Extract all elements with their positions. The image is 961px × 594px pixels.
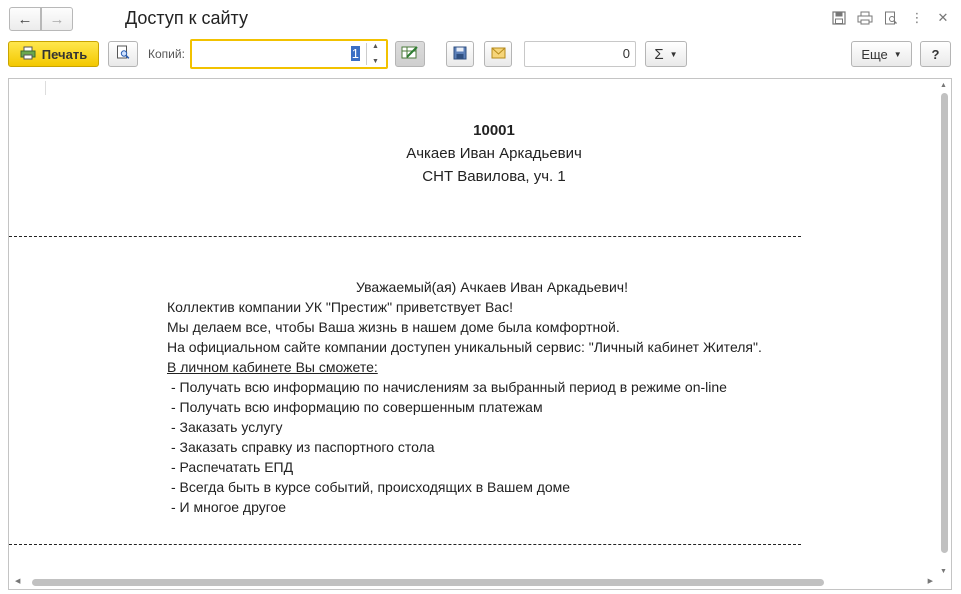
list-item: - Заказать услугу [171, 419, 283, 435]
owner-name: Ачкаев Иван Аркадьевич [406, 145, 582, 162]
more-button[interactable] [851, 41, 912, 67]
floppy-disk-icon[interactable] [829, 8, 849, 28]
cut-line [9, 236, 801, 237]
floppy-disk-icon [453, 46, 467, 63]
chevron-down-icon[interactable]: ▼ [372, 58, 379, 65]
arrow-left-icon: ← [17, 10, 33, 28]
toolbar [0, 38, 961, 72]
window-title: Доступ к сайту [125, 8, 248, 28]
copies-label: Копий: [148, 47, 185, 61]
close-icon[interactable]: ✕ [937, 10, 949, 25]
list-item: - Получать всю информацию по начислениям за выбранный период в режиме on-line [171, 379, 727, 395]
print-button-label: Печать [41, 46, 88, 62]
chevron-up-icon[interactable]: ▲ [940, 82, 947, 89]
list-title: В личном кабинете Вы сможете: [167, 359, 378, 375]
vertical-dots-icon[interactable]: ⋮ [910, 10, 924, 25]
list-item: - Всегда быть в курсе событий, происходящих в Вашем доме [171, 479, 571, 495]
horizontal-scroll-thumb[interactable] [32, 579, 824, 586]
letter-greeting: Уважаемый(ая) Ачкаев Иван Аркадьевич! [356, 279, 628, 295]
chevron-up-icon[interactable]: ▲ [372, 43, 379, 50]
printer-icon [20, 46, 36, 63]
list-item: - Получать всю информацию по совершенным платежам [171, 399, 543, 415]
scrollbar-corner [937, 575, 951, 589]
magnifier-page-icon[interactable] [881, 8, 901, 28]
window-controls [829, 8, 953, 28]
cut-line [9, 544, 801, 545]
horizontal-scrollbar[interactable] [9, 575, 939, 589]
back-button[interactable] [9, 7, 41, 31]
send-mail-button[interactable] [484, 41, 512, 67]
vertical-scrollbar[interactable] [937, 79, 951, 577]
chevron-down-icon: ▼ [893, 49, 902, 59]
list-item: - Распечатать ЕПД [171, 459, 294, 475]
document-header [9, 119, 952, 188]
more-button-label: Еще [861, 46, 888, 62]
preview-button[interactable] [108, 41, 138, 67]
envelope-icon [491, 47, 506, 62]
list-item: - И многое другое [171, 499, 287, 515]
print-button[interactable] [8, 41, 99, 67]
account-code: 10001 [473, 122, 515, 139]
chevron-right-icon[interactable]: ▶ [927, 578, 933, 585]
address: СНТ Вавилова, уч. 1 [422, 168, 566, 185]
sigma-icon: Σ [654, 45, 664, 63]
letter-line: Коллектив компании УК "Престиж" приветствует Вас! [167, 299, 513, 315]
copies-stepper[interactable] [366, 43, 384, 65]
copies-input[interactable] [190, 39, 388, 69]
document-content [9, 79, 939, 577]
edit-mode-button[interactable] [395, 41, 425, 67]
chevron-down-icon[interactable]: ▼ [940, 568, 947, 575]
save-button[interactable] [446, 41, 474, 67]
sum-type-button[interactable] [645, 41, 687, 67]
letter-line: Мы делаем все, чтобы Ваша жизнь в нашем доме была комфортной. [167, 319, 620, 335]
arrow-right-icon: → [49, 10, 65, 28]
sum-field[interactable]: 0 [524, 41, 636, 67]
vertical-scroll-thumb[interactable] [941, 93, 948, 553]
copies-value: 1 [351, 46, 359, 61]
letter-body [167, 277, 807, 517]
magnifier-page-icon [116, 45, 130, 63]
forward-button[interactable] [41, 7, 73, 31]
letter-line: На официальном сайте компании доступен уникальный сервис: "Личный кабинет Жителя". [167, 339, 762, 355]
help-button[interactable]: ? [920, 41, 951, 67]
printer-icon[interactable] [855, 8, 875, 28]
chevron-down-icon: ▼ [669, 49, 678, 59]
title-bar [0, 0, 961, 38]
edit-table-icon [401, 45, 419, 63]
document-area[interactable] [8, 78, 952, 590]
list-item: - Заказать справку из паспортного стола [171, 439, 435, 455]
chevron-left-icon[interactable]: ◀ [15, 578, 21, 585]
cell-cursor [45, 81, 46, 95]
